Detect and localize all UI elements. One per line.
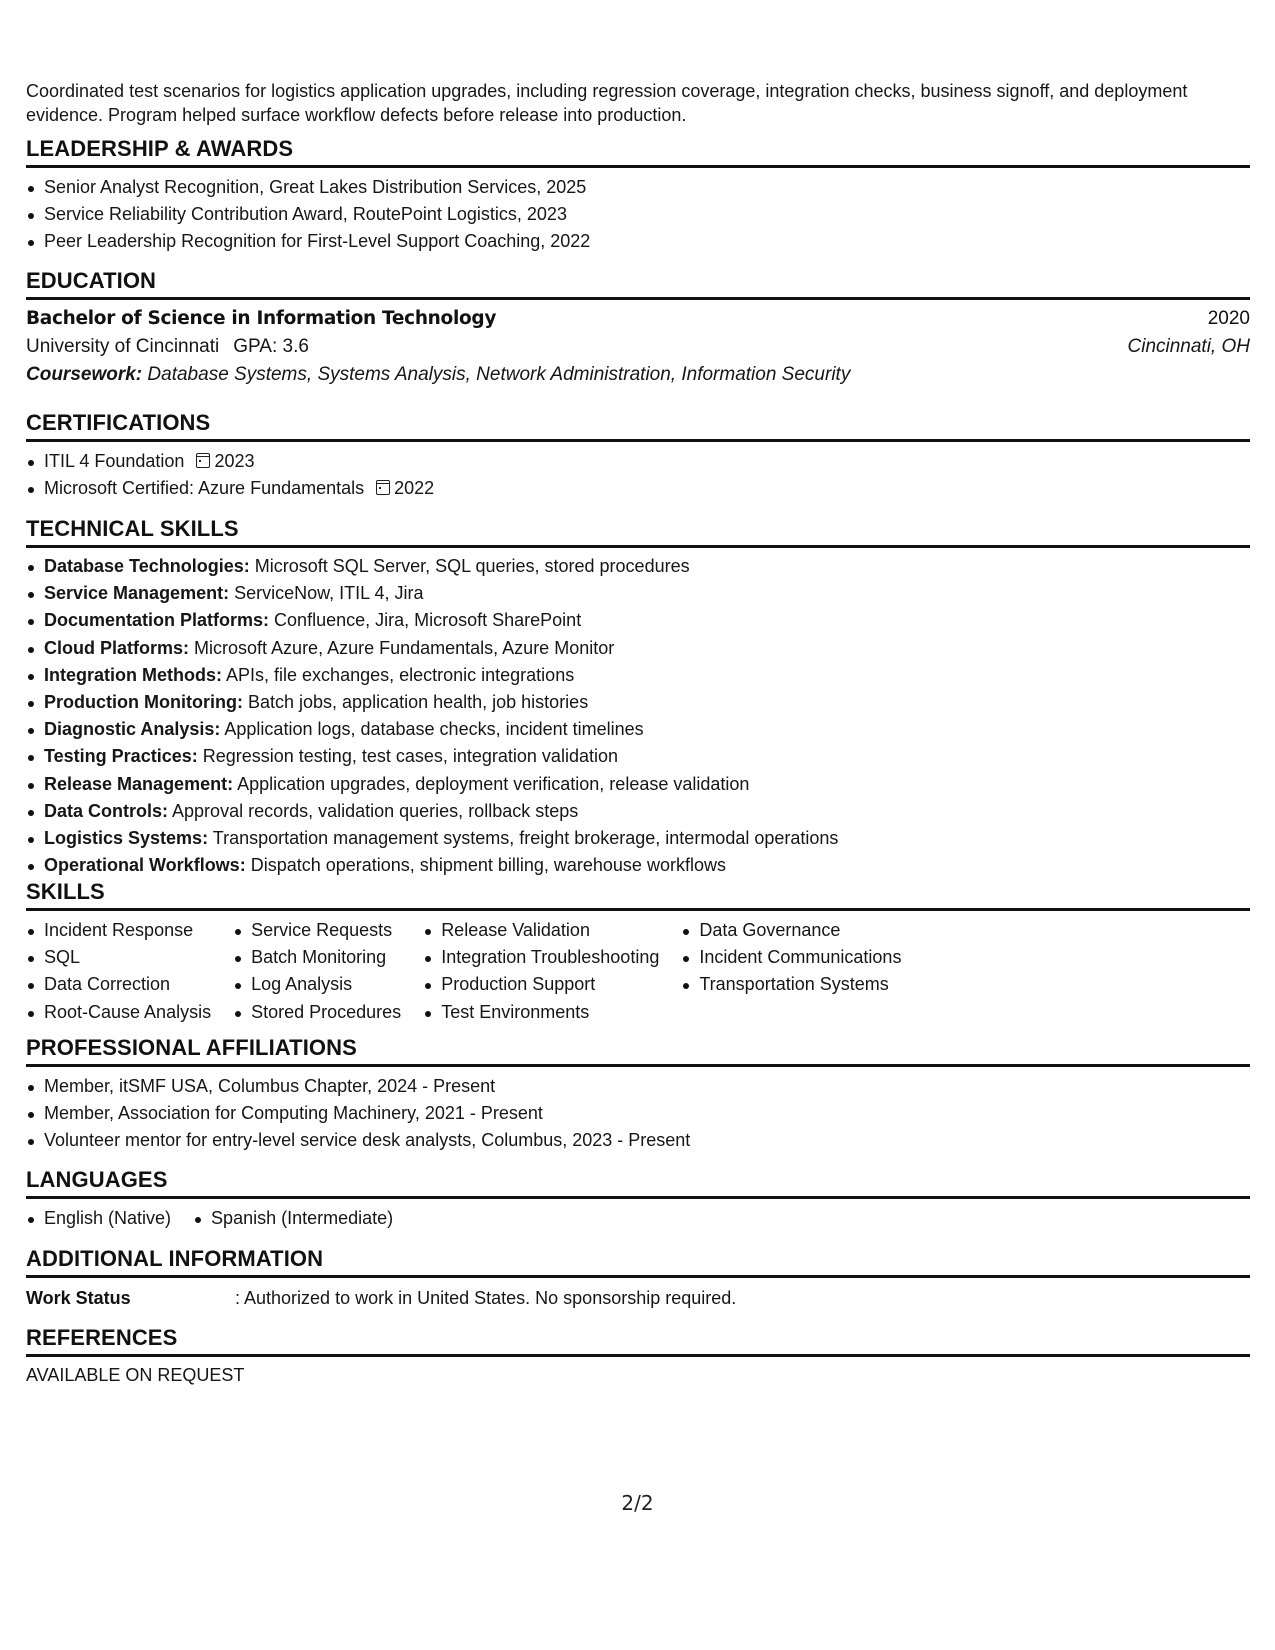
technical-skills-section [26, 516, 1250, 879]
list-item: Stored Procedures [233, 999, 401, 1026]
skill-category: Logistics Systems: [44, 828, 209, 849]
list-item [26, 825, 1250, 852]
section-title: TECHNICAL SKILLS [26, 516, 1250, 548]
list-item [26, 852, 1250, 879]
work-status-value: : Authorized to work in United States. No sponsorship required. [235, 1288, 737, 1308]
skill-category: Data Controls: [44, 800, 169, 821]
section-title: CERTIFICATIONS [26, 410, 1250, 442]
list-item: Member, Association for Computing Machinery, 2021 - Present [26, 1100, 1250, 1127]
skill-category: Operational Workflows: [44, 855, 246, 876]
skills-grid [26, 917, 1250, 1026]
section-title: SKILLS [26, 879, 1250, 911]
school-name: University of Cincinnati [26, 336, 220, 357]
coursework-line [26, 364, 1250, 386]
list-item: Production Support [423, 971, 659, 998]
section-title: EDUCATION [26, 268, 1250, 300]
skill-category: Database Technologies: [44, 556, 250, 576]
language-group [26, 1205, 171, 1232]
skill-values: Microsoft Azure, Azure Fundamentals, Azure Monitor [194, 637, 615, 658]
skills-column [26, 917, 211, 1026]
list-item [26, 798, 1250, 825]
certification-year: 2022 [394, 478, 435, 499]
certification-name: Microsoft Certified: Azure Fundamentals [44, 478, 365, 499]
coursework-label: Coursework: [26, 364, 143, 385]
list-item [26, 743, 1250, 770]
skill-category: Integration Methods: [44, 664, 222, 685]
section-title: LEADERSHIP & AWARDS [26, 136, 1250, 168]
skills-column [233, 917, 401, 1026]
skill-values: APIs, file exchanges, electronic integrations [226, 664, 575, 685]
list-item [26, 607, 1250, 634]
list-item: SQL [26, 944, 211, 971]
affiliations-list [26, 1073, 1250, 1155]
list-item [26, 448, 1250, 475]
education-degree-row [26, 308, 1250, 330]
list-item: Data Governance [681, 917, 901, 944]
list-item: Service Reliability Contribution Award, RoutePoint Logistics, 2023 [26, 201, 1250, 228]
gpa: GPA: 3.6 [233, 336, 309, 357]
list-item: Peer Leadership Recognition for First-Level Support Coaching, 2022 [26, 228, 1250, 255]
list-item: Incident Response [26, 917, 211, 944]
school-location: Cincinnati, OH [1127, 336, 1250, 357]
section-title: LANGUAGES [26, 1167, 1250, 1199]
list-item: Data Correction [26, 971, 211, 998]
certifications-section [26, 410, 1250, 502]
skill-category: Testing Practices: [44, 746, 198, 767]
list-item [26, 662, 1250, 689]
skill-values: Application upgrades, deployment verification, release validation [237, 773, 750, 794]
skill-values: Batch jobs, application health, job histories [247, 692, 589, 713]
list-item: Test Environments [423, 999, 659, 1026]
work-status-label: Work Status [26, 1288, 131, 1308]
skill-category: Diagnostic Analysis: [44, 719, 221, 740]
skill-category: Documentation Platforms: [44, 610, 270, 631]
list-item: Member, itSMF USA, Columbus Chapter, 2024 - Present [26, 1073, 1250, 1100]
skill-category: Service Management: [44, 583, 230, 604]
list-item: Transportation Systems [681, 971, 901, 998]
list-item [26, 689, 1250, 716]
skill-values: Microsoft SQL Server, SQL queries, stored procedures [254, 556, 690, 576]
skills-column [423, 917, 659, 1026]
references-text: AVAILABLE ON REQUEST [26, 1365, 245, 1385]
list-item: Batch Monitoring [233, 944, 401, 971]
skill-category: Cloud Platforms: [44, 637, 190, 658]
language-group [193, 1205, 393, 1232]
list-item: Incident Communications [681, 944, 901, 971]
skill-values: Confluence, Jira, Microsoft SharePoint [274, 610, 582, 631]
skill-values: Approval records, validation queries, rollback steps [172, 800, 579, 821]
list-item: Release Validation [423, 917, 659, 944]
education-section [26, 268, 1250, 386]
certifications-list [26, 448, 1250, 502]
leadership-list [26, 174, 1250, 256]
list-item: Volunteer mentor for entry-level service desk analysts, Columbus, 2023 - Present [26, 1127, 1250, 1154]
list-item: Log Analysis [233, 971, 401, 998]
technical-skills-list [26, 553, 1250, 879]
list-item [26, 716, 1250, 743]
calendar-icon [376, 480, 390, 495]
school-line [26, 336, 309, 358]
skill-category: Release Management: [44, 773, 234, 794]
list-item: Spanish (Intermediate) [193, 1205, 393, 1232]
skill-values: Transportation management systems, freight brokerage, intermodal operations [212, 828, 839, 849]
certification-name: ITIL 4 Foundation [44, 451, 185, 471]
list-item [26, 580, 1250, 607]
list-item: Service Requests [233, 917, 401, 944]
references-section [26, 1325, 1250, 1386]
skills-section [26, 879, 1250, 1026]
skill-values: ServiceNow, ITIL 4, Jira [234, 583, 424, 604]
list-item [26, 771, 1250, 798]
education-school-row [26, 336, 1250, 358]
section-title: ADDITIONAL INFORMATION [26, 1246, 1250, 1278]
section-title: PROFESSIONAL AFFILIATIONS [26, 1035, 1250, 1067]
skill-values: Regression testing, test cases, integration validation [202, 746, 618, 767]
list-item [26, 475, 1250, 502]
list-item: English (Native) [26, 1205, 171, 1232]
intro-paragraph: Coordinated test scenarios for logistics application upgrades, including regression coverage, integration checks, business signoff, and deployment evidence. Program helped surface workflow defects before release into production. [26, 81, 1188, 125]
affiliations-section [26, 1035, 1250, 1155]
coursework-list: Database Systems, Systems Analysis, Network Administration, Information Security [147, 364, 851, 385]
list-item: Root-Cause Analysis [26, 999, 211, 1026]
work-status-row [26, 1285, 1250, 1312]
calendar-icon [196, 453, 210, 468]
skill-category: Production Monitoring: [44, 692, 243, 713]
leadership-section [26, 136, 1250, 256]
list-item [26, 553, 1250, 580]
languages-list [26, 1205, 1250, 1232]
skills-column [681, 917, 901, 1026]
page-number: 2/2 [621, 1491, 654, 1515]
section-title: REFERENCES [26, 1325, 1250, 1357]
skill-values: Application logs, database checks, incident timelines [224, 719, 644, 740]
languages-section [26, 1167, 1250, 1232]
list-item: Integration Troubleshooting [423, 944, 659, 971]
additional-info-section [26, 1246, 1250, 1312]
list-item: Senior Analyst Recognition, Great Lakes Distribution Services, 2025 [26, 174, 1250, 201]
skill-values: Dispatch operations, shipment billing, warehouse workflows [250, 855, 726, 876]
graduation-year: 2020 [1207, 308, 1250, 329]
list-item [26, 635, 1250, 662]
certification-year: 2023 [214, 451, 255, 471]
degree: Bachelor of Science in Information Technology [26, 308, 497, 329]
